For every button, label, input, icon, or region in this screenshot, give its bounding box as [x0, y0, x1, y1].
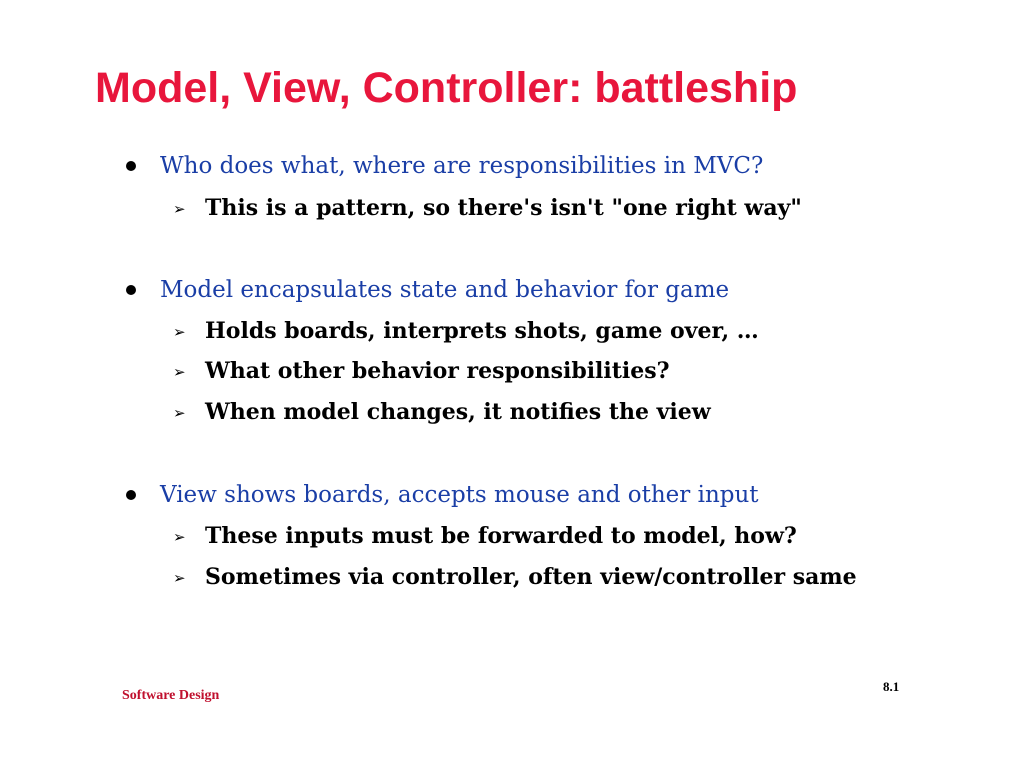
sub-bullet-text: These inputs must be forwarded to model, how? — [205, 523, 797, 549]
sub-bullet-item — [173, 521, 797, 551]
arrowhead-bullet-icon: ➢ — [173, 569, 186, 587]
bullet-text: Who does what, where are responsibilities in MVC? — [160, 153, 764, 179]
sub-bullet-text: Sometimes via controller, often view/controller same — [205, 564, 857, 590]
sub-bullet-text: Holds boards, interprets shots, game over, … — [205, 318, 759, 344]
footer-course-name: Software Design — [122, 688, 220, 703]
bullet-item — [160, 480, 759, 510]
sub-bullet-item — [173, 316, 759, 346]
page-number: 8.1 — [883, 679, 900, 694]
sub-bullet-text: This is a pattern, so there's isn't "one right way" — [205, 195, 802, 221]
sub-bullet-item — [173, 356, 670, 386]
arrowhead-bullet-icon: ➢ — [173, 404, 186, 422]
round-bullet-icon — [126, 285, 136, 295]
sub-bullet-item — [173, 562, 857, 592]
bullet-item — [160, 151, 763, 181]
bullet-item — [160, 275, 729, 305]
sub-bullet-text: What other behavior responsibilities? — [205, 358, 670, 384]
arrowhead-bullet-icon: ➢ — [173, 528, 186, 546]
arrowhead-bullet-icon: ➢ — [173, 323, 186, 341]
sub-bullet-item — [173, 193, 802, 223]
arrowhead-bullet-icon: ➢ — [173, 200, 186, 218]
arrowhead-bullet-icon: ➢ — [173, 363, 186, 381]
round-bullet-icon — [126, 161, 136, 171]
bullet-text: Model encapsulates state and behavior for game — [160, 277, 730, 303]
sub-bullet-text: When model changes, it notifies the view — [205, 399, 711, 425]
bullet-text: View shows boards, accepts mouse and other input — [160, 482, 759, 508]
slide-title: Model, View, Controller: battleship — [95, 64, 798, 112]
sub-bullet-item — [173, 397, 711, 427]
round-bullet-icon — [126, 490, 136, 500]
